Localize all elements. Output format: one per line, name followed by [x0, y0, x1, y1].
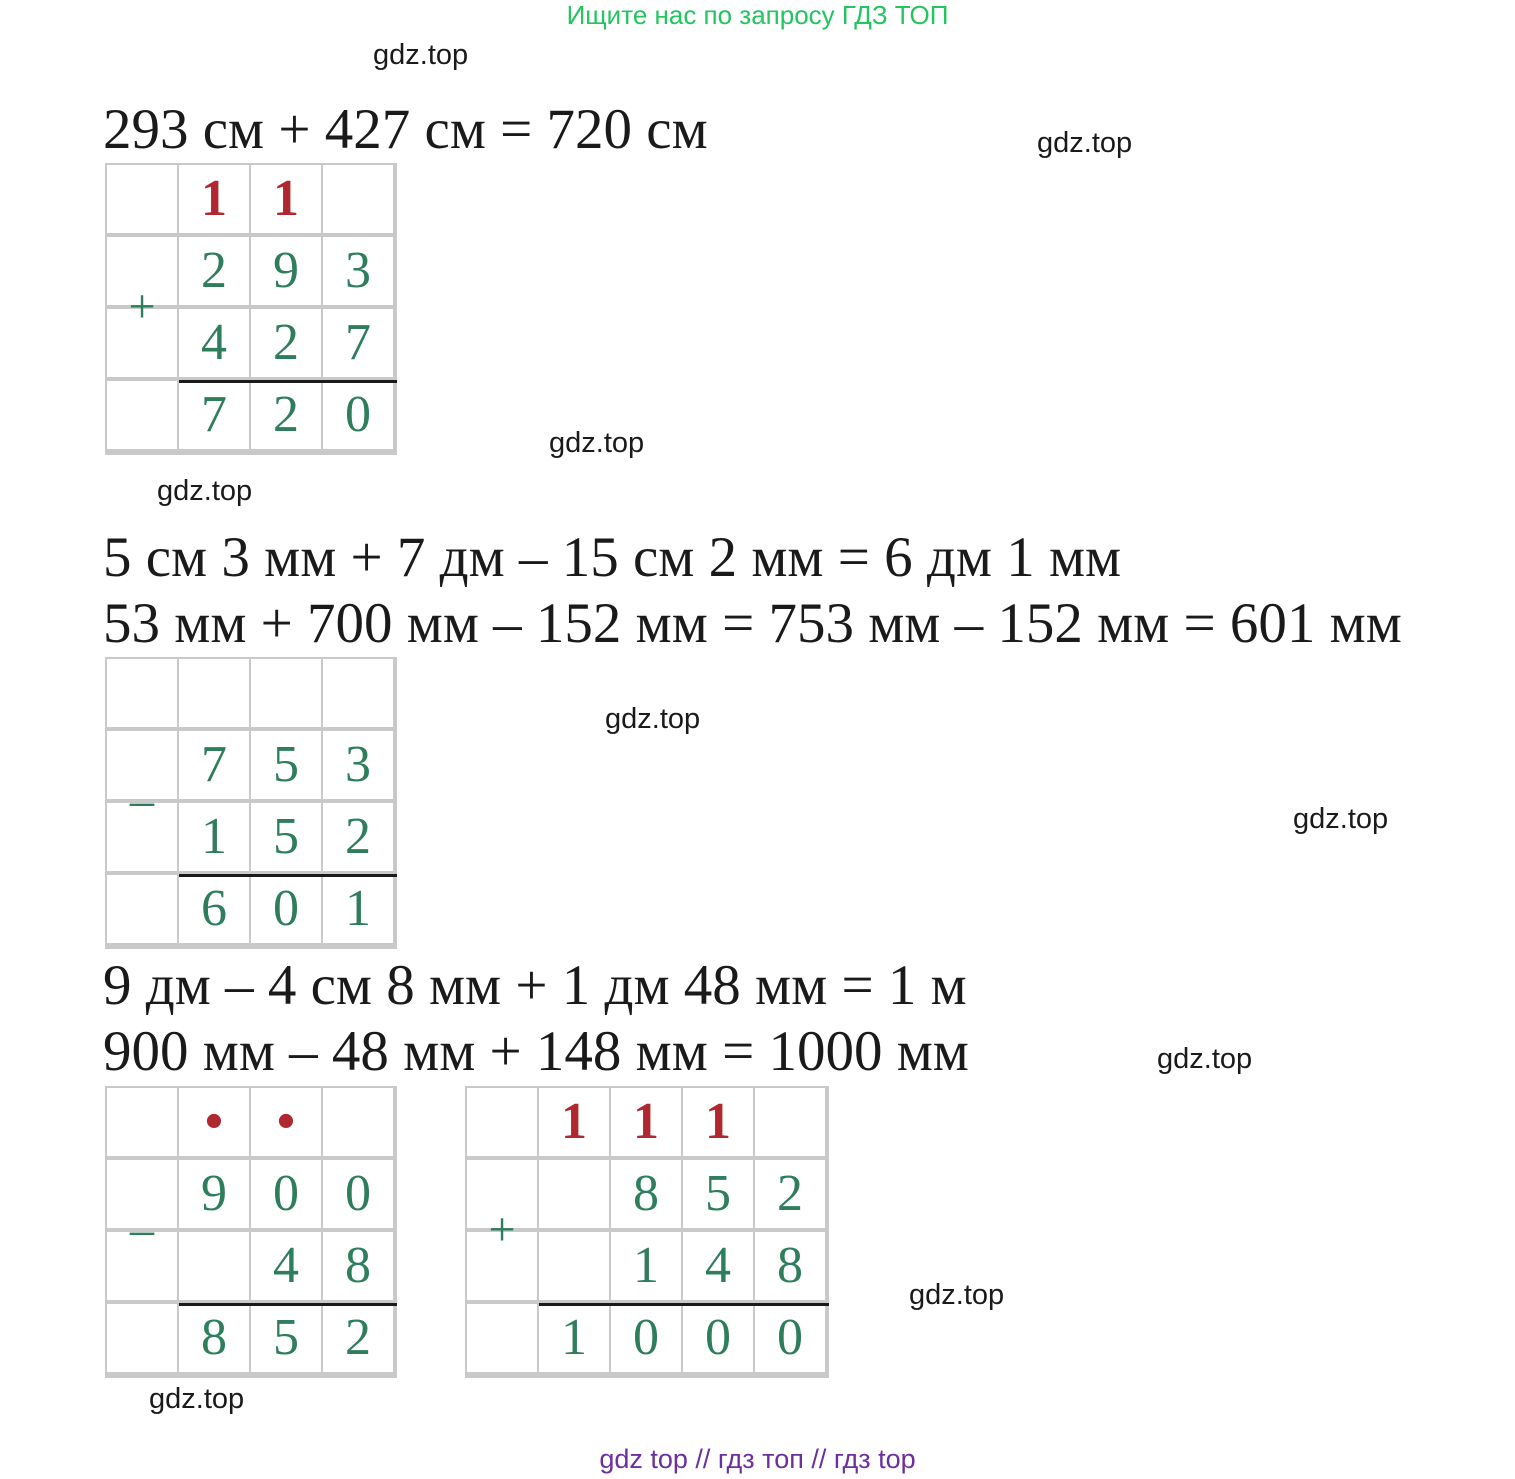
equation-1: 293 см + 427 см = 720 см	[103, 98, 708, 161]
carry-cell	[107, 659, 177, 727]
operator-sign: –	[130, 1203, 154, 1256]
carry-cell: 1	[683, 1088, 753, 1156]
footer-links: gdz top // гдз топ // гдз top	[599, 1444, 916, 1474]
digit-cell: 7	[179, 731, 249, 799]
carry-cell: 1	[251, 165, 321, 233]
equation-5: 900 мм – 48 мм + 148 мм = 1000 мм	[103, 1020, 969, 1083]
digit-cell: 8	[179, 1304, 249, 1372]
digit-cell: 2	[251, 309, 321, 377]
digit-cell: 8	[323, 1232, 393, 1300]
carry-cell: •	[251, 1088, 321, 1156]
digit-cell: 0	[611, 1304, 681, 1372]
watermark: gdz.top	[157, 475, 253, 507]
digit-cell: 5	[683, 1160, 753, 1228]
digit-cell: 2	[755, 1160, 825, 1228]
watermark: gdz.top	[373, 39, 469, 71]
digit-cell	[107, 1304, 177, 1372]
operator-sign: +	[128, 280, 156, 333]
digit-cell: 4	[179, 309, 249, 377]
digit-cell	[539, 1160, 609, 1228]
digit-cell: 2	[323, 1304, 393, 1372]
digit-cell: 8	[611, 1160, 681, 1228]
column-addition-grid	[465, 1086, 829, 1378]
digit-cell: 5	[251, 1304, 321, 1372]
digit-cell: 4	[251, 1232, 321, 1300]
digit-cell: 1	[539, 1304, 609, 1372]
digit-cell: 0	[251, 875, 321, 943]
digit-cell: 0	[251, 1160, 321, 1228]
digit-cell: 2	[323, 803, 393, 871]
carry-cell: 1	[539, 1088, 609, 1156]
column-subtraction-grid	[105, 1086, 397, 1378]
digit-cell: 0	[683, 1304, 753, 1372]
carry-cell	[323, 1088, 393, 1156]
operator-sign: +	[488, 1203, 516, 1256]
digit-cell: 0	[323, 1160, 393, 1228]
watermark: gdz.top	[605, 703, 701, 735]
digit-cell: 2	[251, 381, 321, 449]
digit-cell: 1	[323, 875, 393, 943]
search-banner: Ищите нас по запросу ГДЗ ТОП	[566, 0, 949, 30]
watermark: gdz.top	[149, 1383, 245, 1415]
carry-cell	[323, 165, 393, 233]
carry-cell	[323, 659, 393, 727]
result-line	[179, 874, 397, 877]
digit-cell: 6	[179, 875, 249, 943]
watermark: gdz.top	[1037, 127, 1133, 159]
digit-cell: 1	[611, 1232, 681, 1300]
carry-cell	[755, 1088, 825, 1156]
column-addition-grid	[105, 163, 397, 455]
digit-cell: 7	[179, 381, 249, 449]
digit-cell: 9	[251, 237, 321, 305]
column-subtraction-grid	[105, 657, 397, 949]
result-line	[539, 1303, 829, 1306]
digit-cell: 3	[323, 237, 393, 305]
carry-cell	[251, 659, 321, 727]
operator-sign: –	[130, 774, 154, 827]
digit-cell: 5	[251, 803, 321, 871]
digit-cell: 1	[179, 803, 249, 871]
digit-cell	[539, 1232, 609, 1300]
digit-cell: 9	[179, 1160, 249, 1228]
digit-cell: 8	[755, 1232, 825, 1300]
carry-cell: 1	[611, 1088, 681, 1156]
carry-cell: 1	[179, 165, 249, 233]
equation-3: 53 мм + 700 мм – 152 мм = 753 мм – 152 мм = 601 мм	[103, 592, 1402, 655]
digit-cell: 2	[179, 237, 249, 305]
watermark: gdz.top	[1157, 1043, 1253, 1075]
carry-cell	[179, 659, 249, 727]
equation-2: 5 см 3 мм + 7 дм – 15 см 2 мм = 6 дм 1 мм	[103, 526, 1122, 589]
digit-cell	[179, 1232, 249, 1300]
digit-cell: 0	[323, 381, 393, 449]
digit-cell: 7	[323, 309, 393, 377]
digit-cell	[467, 1304, 537, 1372]
digit-cell: 3	[323, 731, 393, 799]
carry-cell	[107, 1088, 177, 1156]
digit-cell: 5	[251, 731, 321, 799]
digit-cell	[107, 381, 177, 449]
watermark: gdz.top	[549, 427, 645, 459]
watermark: gdz.top	[1293, 803, 1389, 835]
carry-cell	[107, 165, 177, 233]
carry-cell: •	[179, 1088, 249, 1156]
watermark: gdz.top	[909, 1279, 1005, 1311]
result-line	[179, 380, 397, 383]
digit-cell: 4	[683, 1232, 753, 1300]
digit-cell: 0	[755, 1304, 825, 1372]
digit-cell	[107, 875, 177, 943]
equation-4: 9 дм – 4 см 8 мм + 1 дм 48 мм = 1 м	[103, 954, 967, 1017]
carry-cell	[467, 1088, 537, 1156]
result-line	[179, 1303, 397, 1306]
